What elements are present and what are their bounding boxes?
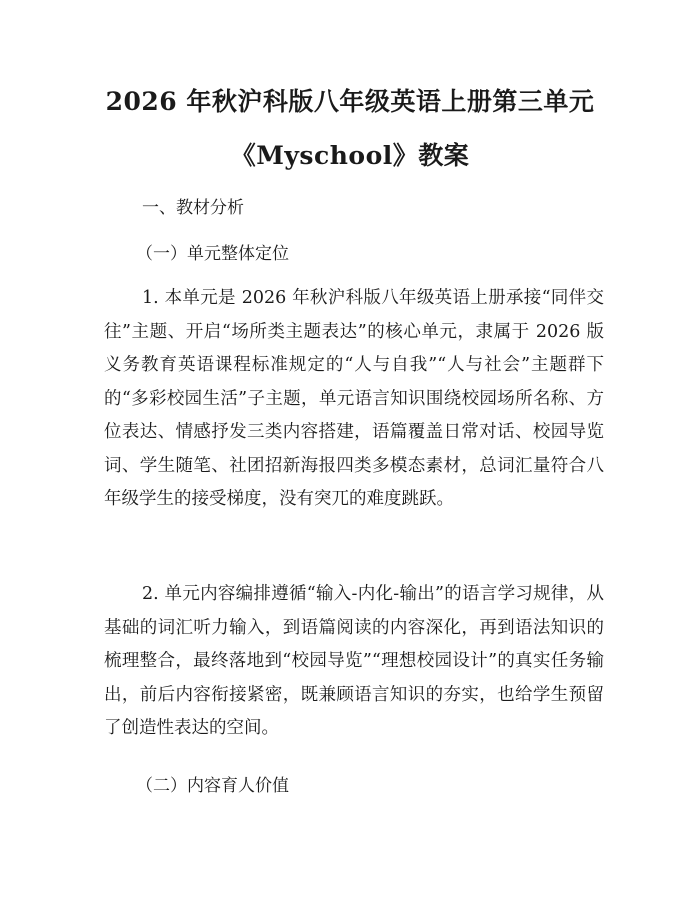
subsection-heading-unit-positioning: （一）单元整体定位 <box>136 244 289 264</box>
document-title-line-2: 《Myschool》教案 <box>230 141 470 170</box>
document-title-line-1: 2026 年秋沪科版八年级英语上册第三单元 <box>105 87 595 116</box>
subsection-heading-educational-value: （二）内容育人价值 <box>136 776 289 796</box>
paragraph-unit-positioning-2: 2. 单元内容编排遵循“输入-内化-输出”的语言学习规律，从基础的词汇听力输入，到语篇阅读的内容深化，再到语法知识的梳理整合，最终落地到“校园导览”“理想校园设计”的真实任务输出，前后内容衔接紧密，既兼顾语言知识的夯实，也给学生预留了创造性表达的空间。 <box>104 584 604 738</box>
paragraph-unit-positioning-1: 1. 本单元是 2026 年秋沪科版八年级英语上册承接“同伴交往”主题、开启“场所类主题表达”的核心单元，隶属于 2026 版义务教育英语课程标准规定的“人与自我”“人与社会”主题群下的“多彩校园生活”子主题，单元语言知识围绕校园场所名称、方位表达、情感抒发三类内容搭建，语篇覆盖日常对话、校园导览词、学生随笔、社团招新海报四类多模态素材，总词汇量符合八年级学生的接受梯度，没有突兀的难度跳跃。 <box>104 288 604 509</box>
section-heading-textbook-analysis: 一、教材分析 <box>142 198 244 218</box>
